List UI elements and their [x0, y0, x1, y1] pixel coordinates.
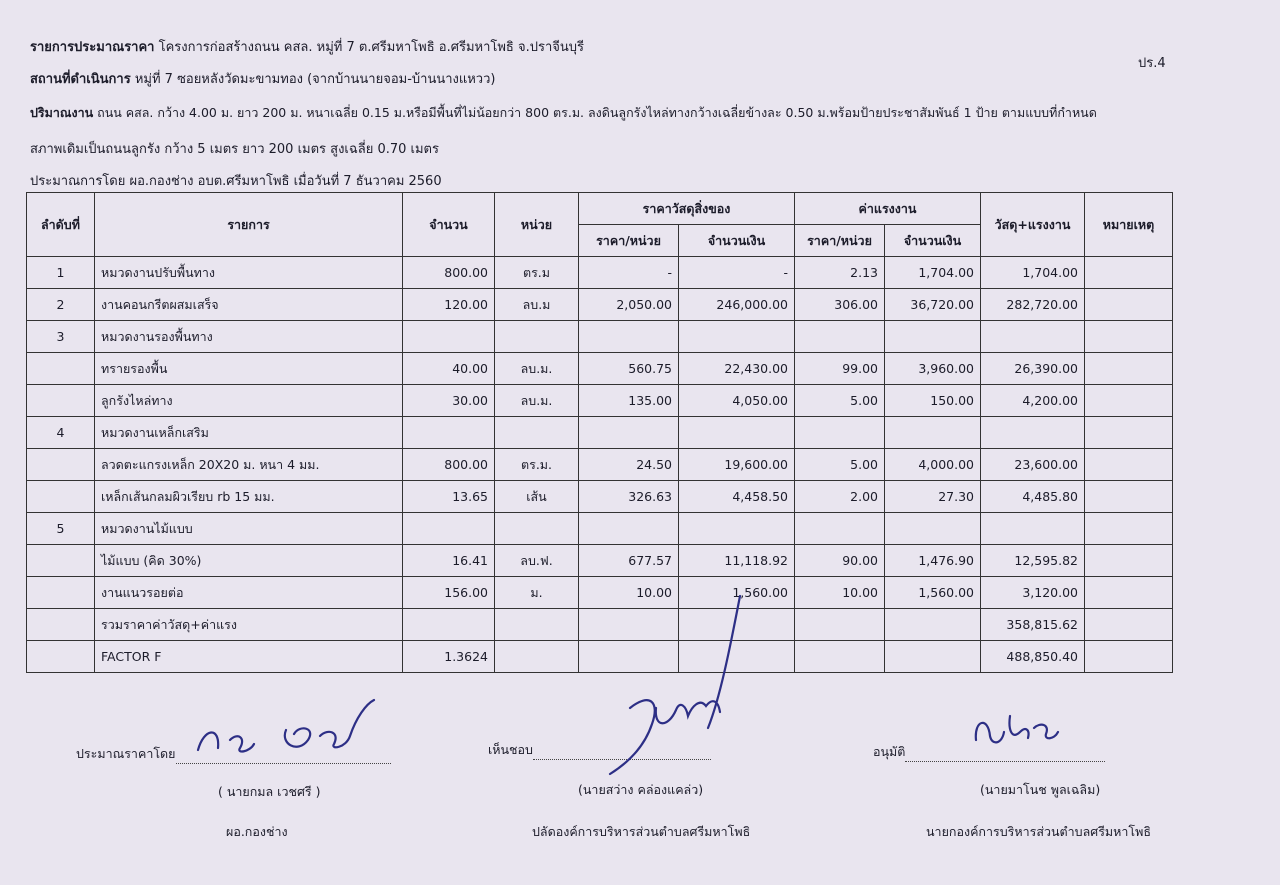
row-unit [495, 609, 579, 641]
row-labor-amount: 1,704.00 [885, 257, 981, 289]
row-unit: ตร.ม. [495, 449, 579, 481]
row-total [981, 417, 1085, 449]
row-remark [1085, 481, 1173, 513]
row-material-amount [679, 513, 795, 545]
row-labor-unit-price [795, 513, 885, 545]
row-qty: 40.00 [403, 353, 495, 385]
row-labor-unit-price: 2.00 [795, 481, 885, 513]
reviewer-handwritten-signature [590, 588, 780, 788]
row-qty: 30.00 [403, 385, 495, 417]
row-unit: ลบ.ม. [495, 353, 579, 385]
row-unit [495, 321, 579, 353]
table-row [27, 353, 1173, 385]
row-material-amount [679, 321, 795, 353]
row-item: ลูกรังไหล่ทาง [95, 385, 403, 417]
row-remark [1085, 513, 1173, 545]
col-header-remark: หมายเหตุ [1085, 193, 1173, 257]
row-total: 26,390.00 [981, 353, 1085, 385]
table-row [27, 481, 1173, 513]
row-item: งานแนวรอยต่อ [95, 577, 403, 609]
row-labor-unit-price [795, 609, 885, 641]
row-total [981, 513, 1085, 545]
row-labor-unit-price [795, 417, 885, 449]
row-item: FACTOR F [95, 641, 403, 673]
row-qty: 800.00 [403, 257, 495, 289]
row-labor-unit-price: 5.00 [795, 449, 885, 481]
row-qty: 13.65 [403, 481, 495, 513]
row-labor-unit-price: 306.00 [795, 289, 885, 321]
row-material-amount: 22,430.00 [679, 353, 795, 385]
table-row [27, 321, 1173, 353]
row-labor-amount [885, 609, 981, 641]
row-labor-amount: 4,000.00 [885, 449, 981, 481]
col-header-qty: จำนวน [403, 193, 495, 257]
row-no [27, 641, 95, 673]
scope-label: ปริมาณงาน [30, 105, 94, 120]
estimator-label: ประมาณราคาโดย [76, 746, 176, 761]
row-unit [495, 417, 579, 449]
row-labor-unit-price: 2.13 [795, 257, 885, 289]
estimator-name: ( นายกมล เวชศรี ) [218, 784, 321, 799]
row-item: ลวดตะแกรงเหล็ก 20X20 ม. หนา 4 มม. [95, 449, 403, 481]
header-line-estimator: ประมาณการโดย ผอ.กองช่าง อบต.ศรีมหาโพธิ เมื่อวันที่ 7 ธันวาคม 2560 [30, 174, 442, 189]
approver-dotted-line [905, 761, 1105, 762]
scope-text: ถนน คสล. กว้าง 4.00 ม. ยาว 200 ม. หนาเฉลี่ย 0.15 ม.หรือมีพื้นที่ไม่น้อยกว่า 800 ตร.ม. ลงดินลูกรังไหล่ทางกว้างเฉลี่ยข้างละ 0.50 ม.พร้อมป้ายประชาสัมพันธ์ 1 ป้าย ตามแบบที่กำหนด [93, 105, 1097, 120]
row-qty: 16.41 [403, 545, 495, 577]
row-no [27, 353, 95, 385]
header-line-location [30, 68, 495, 89]
row-material-unit-price: 677.57 [579, 545, 679, 577]
row-labor-amount [885, 321, 981, 353]
col-header-item: รายการ [95, 193, 403, 257]
row-total: 12,595.82 [981, 545, 1085, 577]
row-labor-unit-price: 5.00 [795, 385, 885, 417]
location-label: สถานที่ดำเนินการ [30, 72, 131, 87]
row-remark [1085, 577, 1173, 609]
row-labor-amount [885, 513, 981, 545]
row-qty [403, 417, 495, 449]
table-row [27, 513, 1173, 545]
row-material-amount: 246,000.00 [679, 289, 795, 321]
row-labor-amount: 1,560.00 [885, 577, 981, 609]
table-row [27, 545, 1173, 577]
row-no [27, 577, 95, 609]
row-no: 4 [27, 417, 95, 449]
row-total: 4,200.00 [981, 385, 1085, 417]
approver-title: นายกองค์การบริหารส่วนตำบลศรีมหาโพธิ [926, 824, 1152, 839]
row-unit: ลบ.ม [495, 289, 579, 321]
row-material-unit-price: 560.75 [579, 353, 679, 385]
header-line-scope [30, 103, 1097, 123]
row-material-amount: 11,118.92 [679, 545, 795, 577]
row-material-unit-price: - [579, 257, 679, 289]
row-qty [403, 609, 495, 641]
row-unit: เส้น [495, 481, 579, 513]
row-unit: ม. [495, 577, 579, 609]
row-item: งานคอนกรีตผสมเสร็จ [95, 289, 403, 321]
row-item: รวมราคาค่าวัสดุ+ค่าแรง [95, 609, 403, 641]
row-labor-amount: 1,476.90 [885, 545, 981, 577]
row-no: 5 [27, 513, 95, 545]
row-no [27, 481, 95, 513]
row-remark [1085, 289, 1173, 321]
col-header-labor-amount: จำนวนเงิน [885, 225, 981, 257]
row-qty: 120.00 [403, 289, 495, 321]
row-unit: ตร.ม [495, 257, 579, 289]
row-material-unit-price: 24.50 [579, 449, 679, 481]
table-row [27, 385, 1173, 417]
row-remark [1085, 417, 1173, 449]
row-item: หมวดงานไม้แบบ [95, 513, 403, 545]
row-remark [1085, 545, 1173, 577]
row-material-unit-price: 326.63 [579, 481, 679, 513]
table-row [27, 417, 1173, 449]
row-no [27, 609, 95, 641]
row-unit: ลบ.ม. [495, 385, 579, 417]
row-no: 1 [27, 257, 95, 289]
row-total: 488,850.40 [981, 641, 1085, 673]
row-unit [495, 513, 579, 545]
row-qty [403, 321, 495, 353]
header-line-project [30, 36, 584, 57]
row-material-unit-price: 135.00 [579, 385, 679, 417]
reviewer-title: ปลัดองค์การบริหารส่วนตำบลศรีมหาโพธิ [532, 824, 751, 839]
project-label: รายการประมาณราคา [30, 40, 155, 55]
row-total: 23,600.00 [981, 449, 1085, 481]
row-qty [403, 513, 495, 545]
reviewer-label: เห็นชอบ [488, 742, 533, 757]
row-labor-amount [885, 641, 981, 673]
row-unit [495, 641, 579, 673]
row-labor-amount: 27.30 [885, 481, 981, 513]
row-item: ทรายรองพื้น [95, 353, 403, 385]
estimator-title: ผอ.กองช่าง [226, 824, 288, 839]
row-material-amount: 4,050.00 [679, 385, 795, 417]
approver-label: อนุมัติ [873, 744, 906, 759]
row-remark [1085, 257, 1173, 289]
row-unit: ลบ.ฟ. [495, 545, 579, 577]
row-total: 358,815.62 [981, 609, 1085, 641]
row-material-amount: 1,560.00 [679, 577, 795, 609]
row-labor-amount: 150.00 [885, 385, 981, 417]
table-row [27, 449, 1173, 481]
row-remark [1085, 321, 1173, 353]
row-qty: 800.00 [403, 449, 495, 481]
row-material-amount: 19,600.00 [679, 449, 795, 481]
row-material-unit-price: 10.00 [579, 577, 679, 609]
row-material-amount: - [679, 257, 795, 289]
row-labor-unit-price [795, 641, 885, 673]
header-line-condition: สภาพเดิมเป็นถนนลูกรัง กว้าง 5 เมตร ยาว 200 เมตร สูงเฉลี่ย 0.70 เมตร [30, 142, 439, 157]
row-labor-amount: 36,720.00 [885, 289, 981, 321]
reviewer-name: (นายสว่าง คล่องแคล่ว) [578, 782, 704, 797]
estimator-handwritten-signature [190, 688, 390, 768]
row-item: เหล็กเส้นกลมผิวเรียบ rb 15 มม. [95, 481, 403, 513]
row-remark [1085, 609, 1173, 641]
row-qty: 1.3624 [403, 641, 495, 673]
row-total: 3,120.00 [981, 577, 1085, 609]
approver-name: (นายมาโนช พูลเฉลิม) [980, 782, 1101, 797]
location-text: หมู่ที่ 7 ซอยหลังวัดมะขามทอง (จากบ้านนายจอม-บ้านนางแหวว) [130, 72, 496, 87]
table-row [27, 289, 1173, 321]
approver-handwritten-signature [966, 706, 1066, 751]
row-total: 4,485.80 [981, 481, 1085, 513]
col-header-labor-unit-price: ราคา/หน่วย [795, 225, 885, 257]
col-header-material: ราคาวัสดุสิ่งของ [579, 193, 795, 225]
col-header-no: ลำดับที่ [27, 193, 95, 257]
row-labor-unit-price: 10.00 [795, 577, 885, 609]
row-material-amount [679, 417, 795, 449]
row-labor-unit-price [795, 321, 885, 353]
row-no: 2 [27, 289, 95, 321]
row-remark [1085, 353, 1173, 385]
row-material-unit-price [579, 321, 679, 353]
row-labor-amount [885, 417, 981, 449]
row-no [27, 545, 95, 577]
row-remark [1085, 641, 1173, 673]
form-code: ปร.4 [1138, 56, 1166, 71]
row-no [27, 449, 95, 481]
row-labor-unit-price: 90.00 [795, 545, 885, 577]
row-material-amount: 4,458.50 [679, 481, 795, 513]
col-header-labor: ค่าแรงงาน [795, 193, 981, 225]
row-qty: 156.00 [403, 577, 495, 609]
row-item: ไม้แบบ (คิด 30%) [95, 545, 403, 577]
row-no [27, 385, 95, 417]
project-text: โครงการก่อสร้างถนน คสล. หมู่ที่ 7 ต.ศรีมหาโพธิ อ.ศรีมหาโพธิ จ.ปราจีนบุรี [154, 40, 585, 55]
row-material-unit-price [579, 417, 679, 449]
row-item: หมวดงานปรับพื้นทาง [95, 257, 403, 289]
row-labor-unit-price: 99.00 [795, 353, 885, 385]
row-total [981, 321, 1085, 353]
row-remark [1085, 449, 1173, 481]
row-item: หมวดงานเหล็กเสริม [95, 417, 403, 449]
row-no: 3 [27, 321, 95, 353]
row-total: 1,704.00 [981, 257, 1085, 289]
col-header-material-amount: จำนวนเงิน [679, 225, 795, 257]
col-header-material-unit-price: ราคา/หน่วย [579, 225, 679, 257]
row-material-unit-price [579, 513, 679, 545]
row-labor-amount: 3,960.00 [885, 353, 981, 385]
col-header-total: วัสดุ+แรงงาน [981, 193, 1085, 257]
row-item: หมวดงานรองพื้นทาง [95, 321, 403, 353]
row-material-unit-price: 2,050.00 [579, 289, 679, 321]
table-row [27, 257, 1173, 289]
row-total: 282,720.00 [981, 289, 1085, 321]
col-header-unit: หน่วย [495, 193, 579, 257]
row-remark [1085, 385, 1173, 417]
